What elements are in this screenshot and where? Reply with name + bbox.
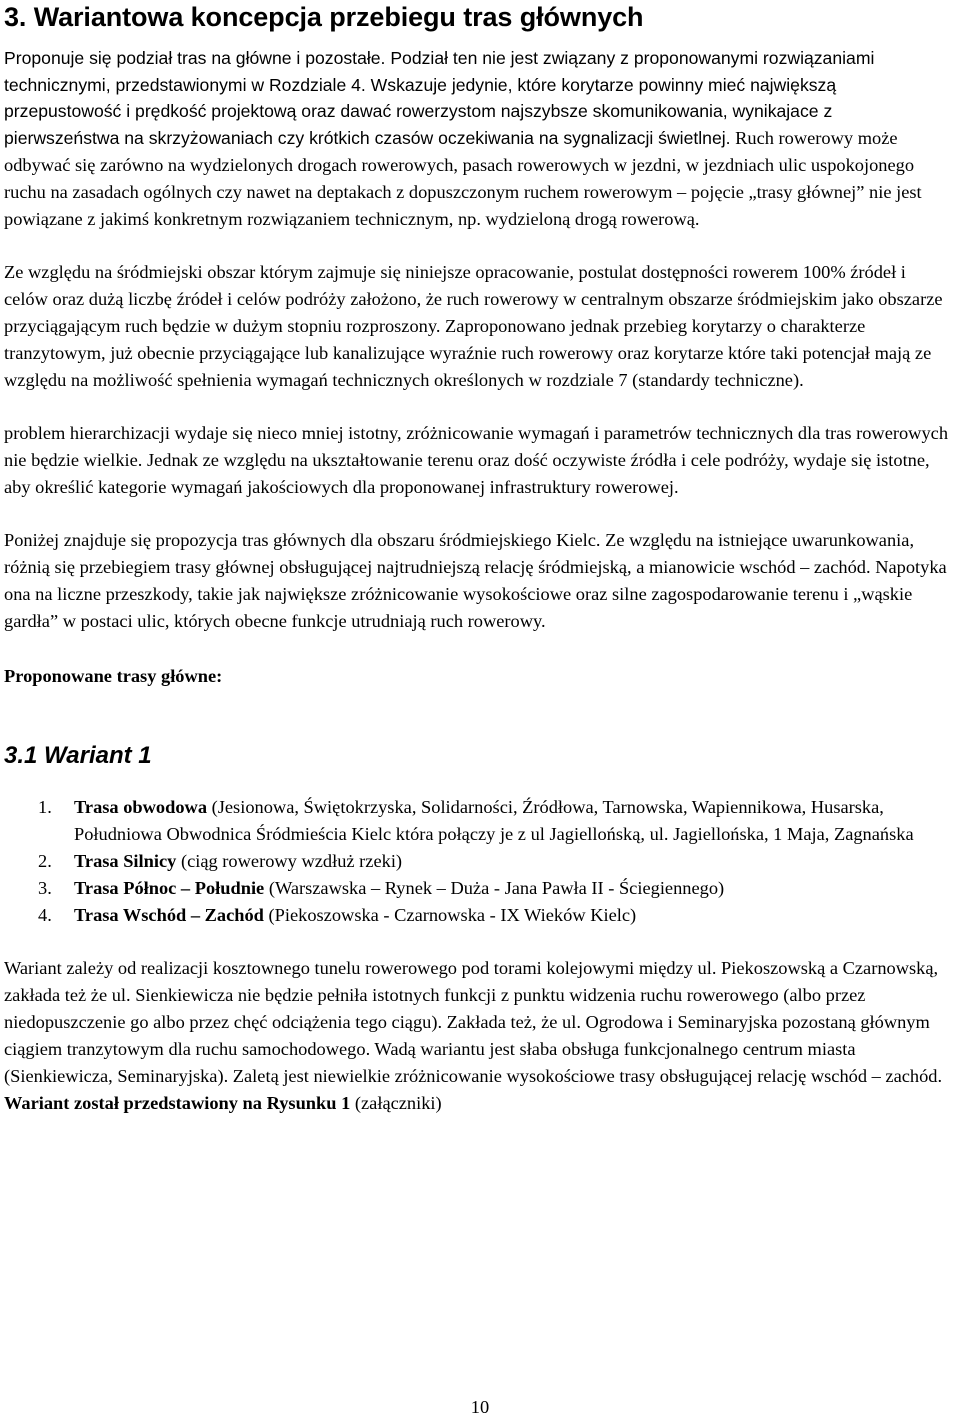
paragraph-intro-main: Proponuje się podział tras na główne i pozostałe. Podział ten nie jest związany z proponowanymi rozwiązaniami technicznymi, przedstawionymi w Rozdziale 4. Wskazuje jedynie, które korytarze powinny mieć największą przepustowość i prędkość projektową oraz dawać rowerzystom najszybsze skomunikowania, wynikajace z pierwszeństwa na skrzyżowaniach czy krótkich czasów oczekiwania na sygnalizacji świetlnej.	[4, 48, 875, 148]
route-description: (ciąg rowerowy wzdłuż rzeki)	[176, 850, 403, 871]
proposed-routes-heading: Proponowane trasy główne:	[4, 665, 223, 686]
document-page	[4, 0, 949, 1117]
route-item	[4, 902, 949, 929]
route-name: Trasa obwodowa	[74, 796, 208, 817]
route-description: (Jesionowa, Świętokrzyska, Solidarności, Źródłowa, Tarnowska, Wapiennikowa, Husarska, Południowa Obwodnica Śródmieścia Kielc która połączy je z ul Jagiellońską, ul. Jagiellońska, 1 Maja, Zagnańska	[74, 796, 914, 844]
route-number: 2.	[38, 850, 52, 871]
routes-list	[4, 794, 949, 929]
route-description: (Warszawska – Rynek – Duża - Jana Pawła II - Ściegiennego)	[264, 877, 725, 898]
route-item	[4, 848, 949, 875]
variant-heading: 3.1 Wariant 1	[4, 741, 152, 769]
paragraph-proposal: Poniżej znajduje się propozycja tras głównych dla obszaru śródmiejskiego Kielc. Ze względu na istniejące uwarunkowania, różnią się przebiegiem trasy głównej obsługującej najtrudniejszą relację śródmiejską, a mianowicie wschód – zachód. Napotyka ona na liczne przeszkody, takie jak największe zróżnicowanie wysokościowe oraz silne zagospodarowanie terenu i „wąskie gardła” w postaci ulic, których obecne funkcje utrudniają ruch rowerowy.	[4, 529, 947, 631]
route-number: 1.	[38, 796, 52, 817]
route-item	[4, 875, 949, 902]
variant-figure-reference: Wariant został przedstawiony na Rysunku 1	[4, 1092, 351, 1113]
section-heading: 3. Wariantowa koncepcja przebiegu tras głównych	[4, 2, 644, 32]
route-name: Trasa Północ – Południe	[74, 877, 265, 898]
route-name: Trasa Silnicy	[74, 850, 177, 871]
route-name: Trasa Wschód – Zachód	[74, 904, 264, 925]
route-description: (Piekoszowska - Czarnowska - IX Wieków Kielc)	[263, 904, 637, 925]
variant-attachments-note: (załączniki)	[350, 1092, 442, 1113]
paragraph-urban-area: Ze względu na śródmiejski obszar którym zajmuje się niniejsze opracowanie, postulat dostępności rowerem 100% źródeł i celów oraz dużą liczbę źródeł i celów podróży założono, że ruch rowerowy w centralnym obszarze śródmiejskim jako obszarze przyciągającym ruch będzie w dużym stopniu rozproszony. Zaproponowano jednak przebieg korytarzy o charakterze tranzytowym, już obecnie przyciągające lub kanalizujące wyraźnie ruch rowerowy oraz korytarze które taki potencjał mają ze względu na możliwość spełnienia wymagań technicznych określonych w rozdziale 7 (standardy techniczne).	[4, 261, 943, 390]
paragraph-hierarchy: problem hierarchizacji wydaje się nieco mniej istotny, zróżnicowanie wymagań i parametrów technicznych dla tras rowerowych nie będzie wielkie. Jednak ze względu na ukształtowanie terenu oraz dość oczywiste źródła i cele podróży, wydaje się istotne, aby określić kategorie wymagań jakościowych dla proponowanej infrastruktury rowerowej.	[4, 422, 949, 497]
variant-description-text: Wariant zależy od realizacji kosztownego tunelu rowerowego pod torami kolejowymi między ul. Piekoszowską a Czarnowską, zakłada też że ul. Sienkiewicza nie będzie pełniła istotnych funkcji z punktu widzenia ruchu rowerowego (albo przez niedopuszczenie go albo przez chęć odciążenia tego ciągu). Zakłada też, że ul. Ogrodowa i Seminaryjska pozostaną głównym ciągiem tranzytowym dla ruchu samochodowego. Wadą wariantu jest słaba obsługa funkcjonalnego centrum miasta (Sienkiewicza, Seminaryjska). Zaletą jest niewielkie zróżnicowanie wysokościowe trasy obsługującej relację wschód – zachód.	[4, 957, 943, 1086]
page-number: 10	[470, 1397, 490, 1417]
route-item	[4, 794, 949, 848]
route-number: 4.	[38, 904, 52, 925]
paragraph-variant-description	[4, 955, 949, 1117]
paragraph-intro-continued: Ruch rowerowy może odbywać się zarówno na wydzielonych drogach rowerowych, pasach rowerowych w jezdni, w jezdniach ulic uspokojonego ruchu na zasadach ogólnych czy nawet na deptakach z dopuszczonym ruchem rowerowym – pojęcie „trasy głównej” nie jest powiązane z jakimś konkretnym rozwiązaniem technicznym, np. wydzieloną drogą rowerową.	[4, 127, 922, 229]
route-number: 3.	[38, 877, 52, 898]
paragraph-intro	[4, 45, 949, 233]
